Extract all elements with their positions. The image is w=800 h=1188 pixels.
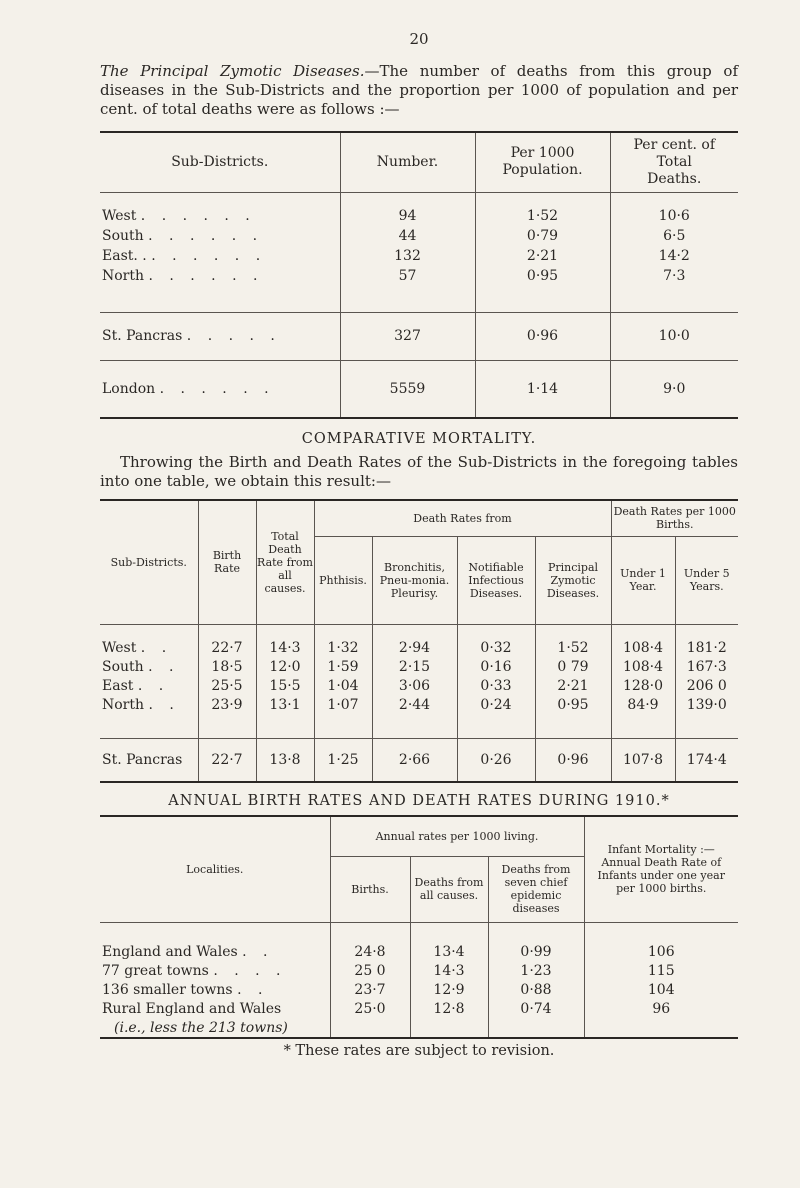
table-row: West . . 22·7 14·3 1·32 2·94 0·32 1·52 108·4 181·2 — [100, 638, 738, 657]
comparative-table — [100, 499, 738, 783]
header-number: Number. — [340, 132, 475, 192]
header-death-rates-per-1000: Death Rates per 1000 Births. — [611, 500, 738, 536]
header-sub-districts: Sub-Districts. — [171, 153, 269, 170]
header-annual-rates: Annual rates per 1000 living. — [330, 816, 584, 856]
header-phthisis: Phthisis. — [314, 536, 372, 624]
zymotic-table — [100, 131, 738, 419]
page-number: 20 — [409, 30, 429, 48]
table-row: South . . . . . . 44 0·79 6·5 — [100, 226, 738, 246]
header-under-5: Under 5 Years. — [675, 536, 738, 624]
header-total-death-rate: Total Death Rate from all causes. — [256, 500, 314, 624]
header-births: Births. — [330, 856, 410, 922]
table-row: 136 smaller towns . . 23·7 12·9 0·88 104 — [100, 980, 738, 999]
table-row: West . . . . . . 94 1·52 10·6 — [100, 206, 738, 226]
document-page — [100, 30, 738, 1059]
table-row: England and Wales . . 24·8 13·4 0·99 106 — [100, 942, 738, 961]
annual-rates-table — [100, 815, 738, 1039]
header-deaths-epidemic: Deaths from seven chief epidemic diseases — [488, 856, 584, 922]
header-notifiable: Notifiable Infectious Diseases. — [457, 536, 535, 624]
st-pancras-row: St. Pancras . . . . . 327 0·96 10·0 — [100, 312, 738, 360]
table-row: South . . 18·5 12·0 1·59 2·15 0·16 0 79 108·4 167·3 — [100, 657, 738, 676]
header-birth-rate: Birth Rate — [198, 500, 256, 624]
header-localities: Localities. — [186, 862, 244, 876]
london-row: London . . . . . . 5559 1·14 9·0 — [100, 360, 738, 418]
table-row: East. . . . . . . . 132 2·21 14·2 — [100, 246, 738, 266]
table-row: North . . . . . . 57 0·95 7·3 — [100, 266, 738, 286]
header-sub-districts: Sub-Districts. — [110, 555, 187, 569]
footnote: * These rates are subject to revision. — [283, 1043, 555, 1059]
header-per-cent: Per cent. of Total Deaths. — [610, 132, 738, 192]
header-zymotic: Principal Zymotic Diseases. — [535, 536, 611, 624]
header-under-1: Under 1 Year. — [611, 536, 675, 624]
intro-paragraph — [100, 62, 738, 119]
table-row: 77 great towns . . . . 25 0 14·3 1·23 115 — [100, 961, 738, 980]
header-infant-mortality: Infant Mortality :— Annual Death Rate of Infants under one year per 1000 births. — [584, 816, 738, 922]
header-deaths-all: Deaths from all causes. — [410, 856, 488, 922]
header-death-rates-from: Death Rates from — [314, 500, 611, 536]
header-per-1000: Per 1000 Population. — [475, 132, 610, 192]
comparative-heading: COMPARATIVE MORTALITY. — [301, 431, 537, 447]
intro-title: The Principal Zymotic Diseases. — [100, 62, 365, 80]
intro-text: —The number of deaths from this group of diseases in the Sub-Districts and the proportion per 1000 of population and per cent. of total deaths were as follows :— — [100, 62, 738, 118]
comparative-paragraph: Throwing the Birth and Death Rates of the Sub-Districts in the foregoing tables into one table, we obtain this result:— — [100, 453, 738, 490]
table-row: East . . 25·5 15·5 1·04 3·06 0·33 2·21 128·0 206 0 — [100, 676, 738, 695]
st-pancras-row: St. Pancras 22·7 13·8 1·25 2·66 0·26 0·96 107·8 174·4 — [100, 738, 738, 782]
annual-heading: ANNUAL BIRTH RATES AND DEATH RATES DURING 1910.* — [168, 793, 670, 809]
table-row: Rural England and Wales 25·0 12·8 0·74 96 — [100, 999, 738, 1018]
rural-note: (i.e., less the 213 towns) — [114, 1019, 288, 1036]
table-row: North . . 23·9 13·1 1·07 2·44 0·24 0·95 84·9 139·0 — [100, 695, 738, 714]
header-bronchitis: Bronchitis, Pneu-monia. Pleurisy. — [372, 536, 457, 624]
